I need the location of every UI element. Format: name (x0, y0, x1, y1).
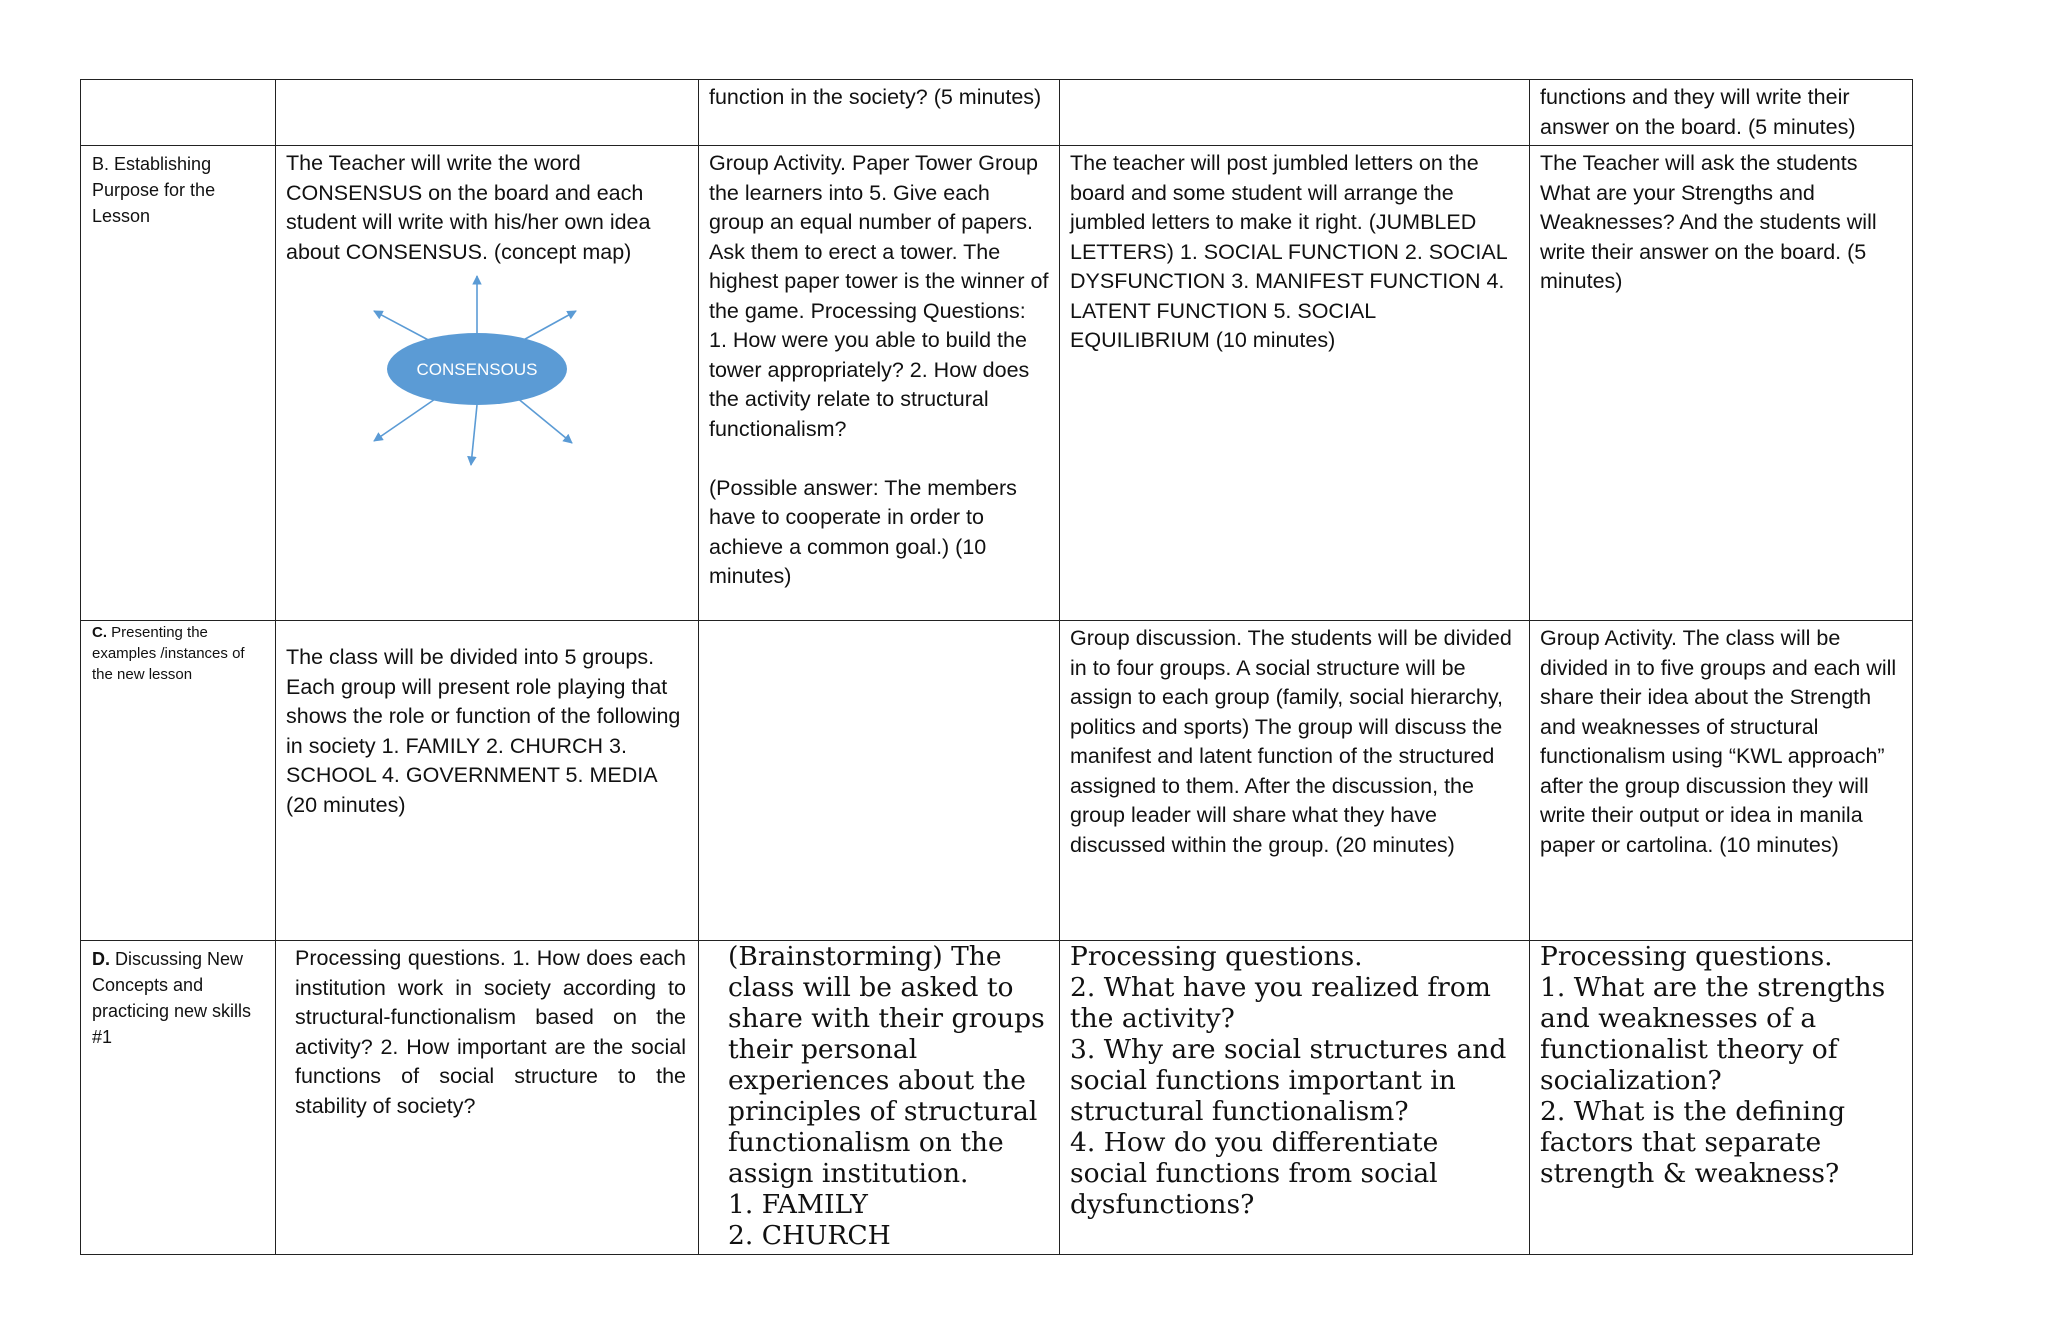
concept-map (366, 271, 626, 471)
row-b-label-text: Establishing Purpose for the Lesson (92, 154, 216, 226)
row-top-col5-cell: functions and they will write their answer on the board. (5 minutes) (1530, 80, 1913, 146)
row-c-label (81, 621, 276, 941)
concept-map-arrow-upleft (374, 311, 434, 343)
concept-map-arrow-downright (516, 397, 572, 443)
table-row-presenting-examples (81, 621, 1913, 941)
lesson-plan-table (80, 79, 1913, 1255)
row-top-label-cell (81, 80, 276, 146)
row-b-col4-cell: The teacher will post jumbled letters on the board and some student will arrange the jumbled letters to make it right. (JUMBLED LETTERS) 1. SOCIAL FUNCTION 2. SOCIAL DYSFUNCTION 3. MANIFEST FUNCTION 4. LATENT FUNCTION 5. SOCIAL EQUILIBRIUM (10 minutes) (1060, 146, 1530, 621)
table-row-top (81, 80, 1913, 146)
concept-map-arrow-upright (518, 311, 576, 343)
row-c-col4-cell: Group discussion. The students will be divided in to four groups. A social structure will be assign to each group (family, social hierarchy, politics and sports) The group will discuss the manifest and latent function of the structured assigned to them. After the discussion, the group leader will share what they have discussed within the group. (20 minutes) (1060, 621, 1530, 941)
row-b-col2-text: The Teacher will write the word CONSENSUS on the board and each student will write with his/her own idea about CONSENSUS. (concept map) (286, 151, 651, 264)
row-b-col5-cell: The Teacher will ask the students What are your Strengths and Weaknesses? And the students will write their answer on the board. (5 minutes) (1530, 146, 1913, 621)
row-d-label-text: Discussing New Concepts and practicing new skills #1 (92, 949, 252, 1047)
row-d-col5-cell: Processing questions. 1. What are the strengths and weaknesses of a functionalist theory of socialization? 2. What is the defining factors that separate strength & weakness? (1530, 941, 1913, 1255)
row-c-label-text: Presenting the examples /instances of the new lesson (92, 624, 245, 683)
row-c-col2-cell: The class will be divided into 5 groups. Each group will present role playing that shows the role or function of the following in society 1. FAMILY 2. CHURCH 3. SCHOOL 4. GOVERNMENT 5. MEDIA (20 minutes) (276, 621, 699, 941)
concept-map-arrow-downleft (374, 397, 438, 441)
row-d-col3-cell: (Brainstorming) The class will be asked to share with their groups their personal experiences about the principles of structural functionalism on the assign institution. 1. FAMILY 2. CHURCH (699, 941, 1060, 1255)
table-row-establishing-purpose (81, 146, 1913, 621)
concept-map-center-label: CONSENSOUS (416, 360, 538, 379)
row-b-col2-cell (276, 146, 699, 621)
row-top-col4-cell (1060, 80, 1530, 146)
row-top-col2-cell (276, 80, 699, 146)
row-b-label (81, 146, 276, 621)
row-d-label (81, 941, 276, 1255)
row-c-col3-cell (699, 621, 1060, 941)
row-d-col4-cell: Processing questions. 2. What have you realized from the activity? 3. Why are social structures and social functions important in structural functionalism? 4. How do you differentiate social functions from social dysfunctions? (1060, 941, 1530, 1255)
row-top-col3-cell: function in the society? (5 minutes) (699, 80, 1060, 146)
row-d-label-prefix: D. (92, 949, 110, 969)
row-b-label-prefix: B. (92, 154, 110, 174)
row-c-label-prefix: C. (92, 624, 107, 641)
row-c-col5-cell: Group Activity. The class will be divided in to five groups and each will share their idea about the Strength and weaknesses of structural functionalism using “KWL approach” after the group discussion they will write their output or idea in manila paper or cartolina. (10 minutes) (1530, 621, 1913, 941)
table-row-discussing-concepts (81, 941, 1913, 1255)
row-d-col2-cell: Processing questions. 1. How does each institution work in society according to structural-functionalism based on the activity? 2. How important are the social functions of social structure to the stability of society? (276, 941, 699, 1255)
concept-map-arrow-down (471, 405, 477, 465)
row-b-col3-cell: Group Activity. Paper Tower Group the learners into 5. Give each group an equal number of papers. Ask them to erect a tower. The highest paper tower is the winner of the game. Processing Questions: 1. How were you able to build the tower appropriately? 2. How does the activity relate to structural functionalism? (Possible answer: The members have to cooperate in order to achieve a common goal.) (10 minutes) (699, 146, 1060, 621)
